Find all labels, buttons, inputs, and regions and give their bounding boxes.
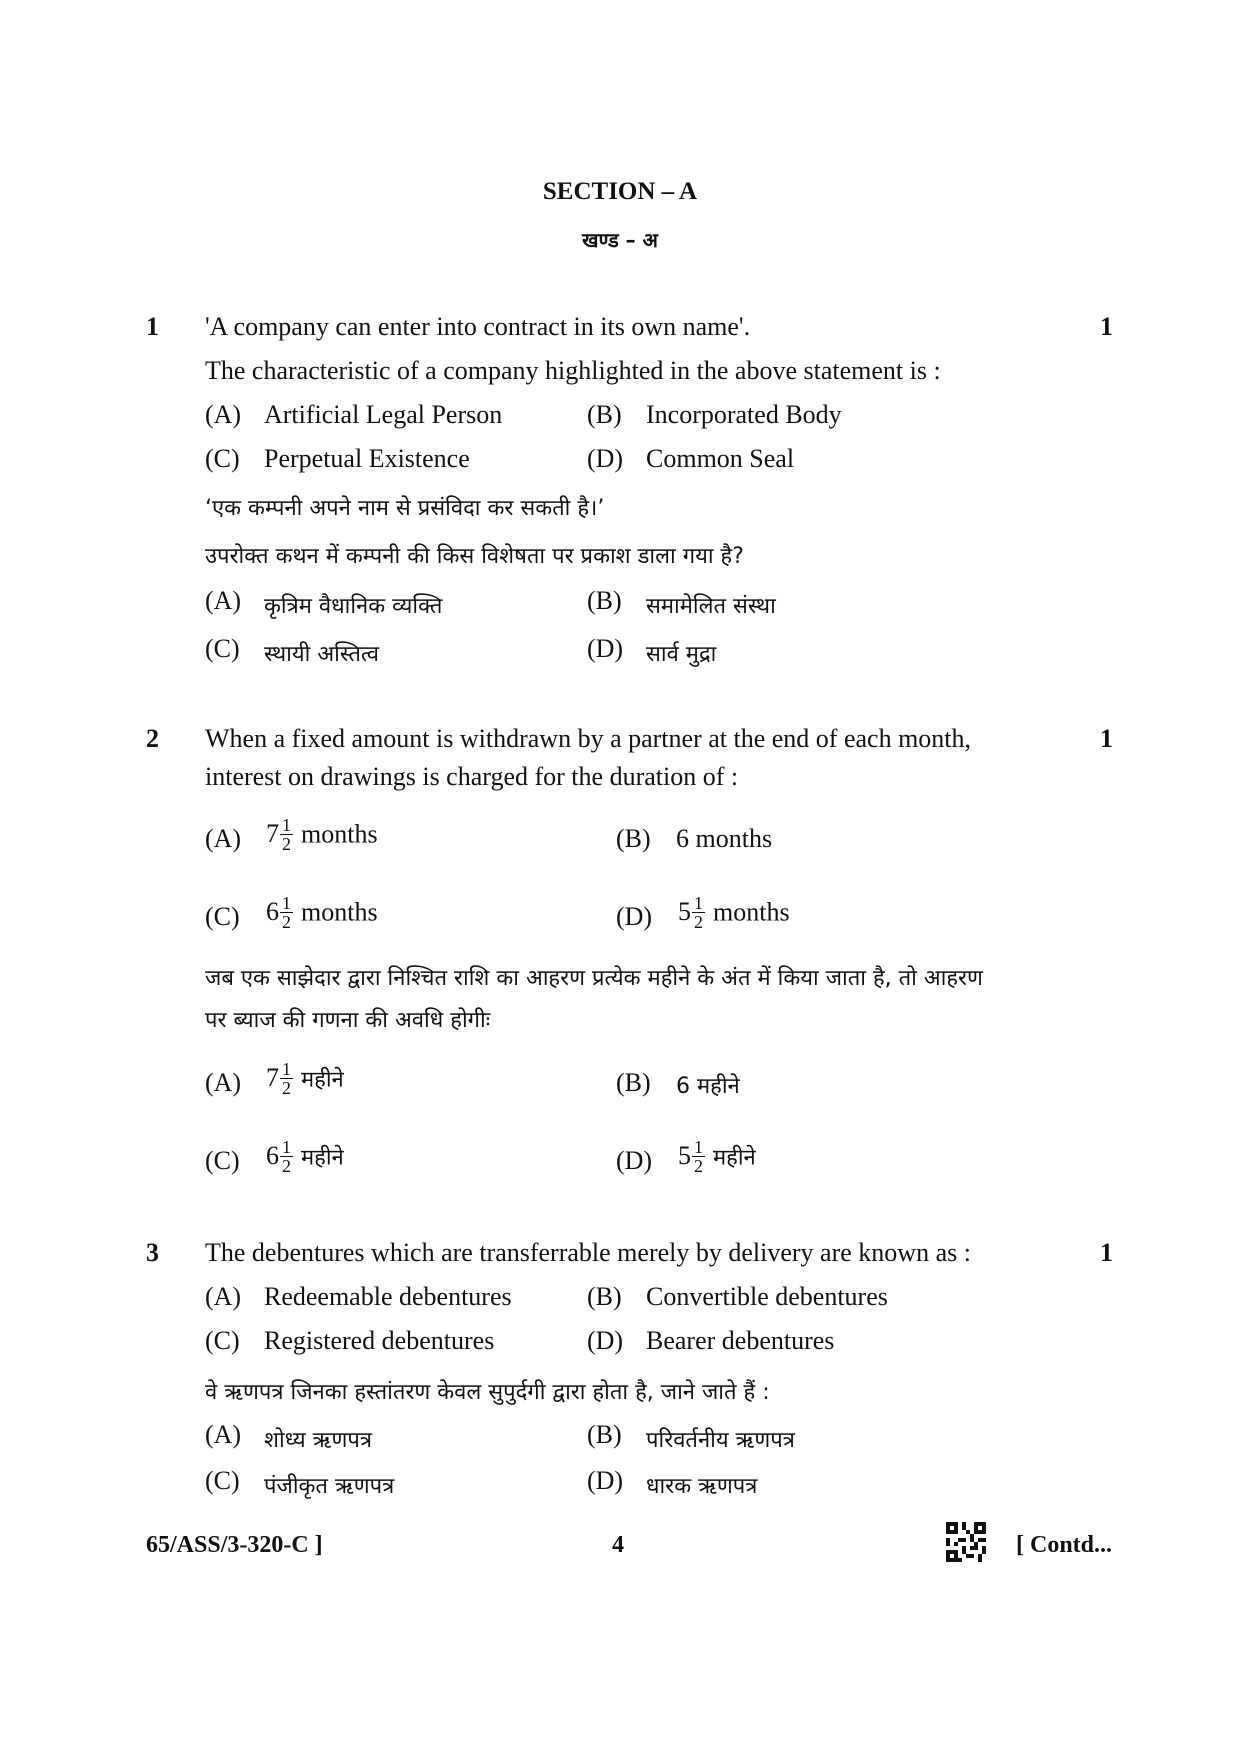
question-1-hindi-option-d: सार्व मुद्रा: [646, 642, 717, 667]
mixed-number-whole: 5: [678, 1141, 691, 1171]
unit: months: [301, 819, 378, 849]
question-1-marks: 1: [1100, 312, 1113, 341]
question-2-hindi-option-d: [678, 1137, 756, 1177]
question-3-hindi-option-d-label: (D): [587, 1466, 624, 1495]
question-1-option-b: Incorporated Body: [646, 400, 842, 429]
question-1-option-c: Perpetual Existence: [264, 444, 470, 473]
question-1-hindi-line-1: ‘एक कम्पनी अपने नाम से प्रसंविदा कर सकती है।’: [205, 496, 605, 521]
question-1-option-d-label: (D): [587, 444, 624, 473]
question-1-option-c-label: (C): [205, 444, 240, 473]
question-2-marks: 1: [1100, 724, 1113, 753]
question-2-hindi-option-a: [266, 1059, 344, 1099]
fraction-numerator: 1: [282, 1137, 291, 1157]
question-1-number: 1: [146, 312, 159, 341]
question-1-option-a-label: (A): [205, 400, 242, 429]
fraction-denominator: 2: [282, 834, 291, 854]
question-3-option-a: Redeemable debentures: [264, 1282, 512, 1311]
question-2-option-b: 6 months: [676, 824, 773, 853]
question-2-option-b-label: (B): [616, 824, 651, 853]
fraction-denominator: 2: [282, 912, 291, 932]
question-2-number: 2: [146, 724, 159, 753]
qr-code-icon: [946, 1522, 986, 1562]
question-2-hindi-line-1: जब एक साझेदार द्वारा निश्चित राशि का आहरण प्रत्येक महीने के अंत में किया जाता है, तो आहरण: [205, 966, 983, 991]
fraction: [692, 894, 705, 931]
question-2-hindi-option-a-label: (A): [205, 1068, 242, 1097]
question-3-option-c-label: (C): [205, 1326, 240, 1355]
question-1-option-a: Artificial Legal Person: [264, 400, 503, 429]
question-2-option-d-label: (D): [616, 902, 653, 931]
fraction-numerator: 1: [282, 1059, 291, 1079]
question-2-hindi-option-b: 6 महीने: [676, 1074, 740, 1099]
question-1-hindi-option-b-label: (B): [587, 586, 622, 615]
fraction-denominator: 2: [282, 1156, 291, 1176]
fraction-numerator: 1: [282, 815, 291, 835]
question-3-option-c: Registered debentures: [264, 1326, 495, 1355]
fraction-denominator: 2: [694, 912, 703, 932]
fraction-denominator: 2: [282, 1078, 291, 1098]
question-3-marks: 1: [1100, 1238, 1113, 1267]
question-1-hindi-option-a: कृत्रिम वैधानिक व्यक्ति: [264, 594, 443, 619]
question-3-option-b-label: (B): [587, 1282, 622, 1311]
question-3-option-b: Convertible debentures: [646, 1282, 888, 1311]
section-title: SECTION – A: [542, 178, 698, 205]
question-3-number: 3: [146, 1238, 159, 1267]
question-1-stem-line-1: 'A company can enter into contract in its own name'.: [205, 312, 751, 341]
question-1-option-d: Common Seal: [646, 444, 795, 473]
continued-label: [ Contd...: [1016, 1532, 1113, 1558]
question-2-option-c: [266, 893, 378, 933]
question-3-option-a-label: (A): [205, 1282, 242, 1311]
question-2-option-a-label: (A): [205, 824, 242, 853]
unit-hindi: महीने: [713, 1145, 756, 1171]
fraction-denominator: 2: [694, 1156, 703, 1176]
question-3-hindi-option-b: परिवर्तनीय ऋणपत्र: [646, 1428, 795, 1453]
question-3-option-d-label: (D): [587, 1326, 624, 1355]
question-2-option-c-label: (C): [205, 902, 240, 931]
question-1-hindi-option-c: स्थायी अस्तित्व: [264, 642, 379, 667]
mixed-number-whole: 6: [266, 1141, 279, 1171]
question-2-hindi-option-d-label: (D): [616, 1146, 653, 1175]
question-2-stem-line-1: When a fixed amount is withdrawn by a partner at the end of each month,: [205, 724, 972, 753]
question-3-hindi-option-d: धारक ऋणपत्र: [646, 1474, 758, 1499]
question-1-hindi-option-a-label: (A): [205, 586, 242, 615]
fraction-numerator: 1: [694, 893, 703, 913]
question-3-hindi-option-b-label: (B): [587, 1420, 622, 1449]
fraction-numerator: 1: [282, 893, 291, 913]
fraction: [280, 1060, 293, 1097]
question-2-hindi-option-c: [266, 1137, 344, 1177]
question-2-option-d: [678, 893, 790, 933]
section-title-hindi: खण्ड – अ: [582, 228, 658, 252]
question-3-hindi-option-a-label: (A): [205, 1420, 242, 1449]
question-3-hindi-option-a: शोध्य ऋणपत्र: [264, 1428, 372, 1453]
mixed-number-whole: 5: [678, 897, 691, 927]
fraction: [692, 1138, 705, 1175]
question-3-hindi-line-1: वे ऋणपत्र जिनका हस्तांतरण केवल सुपुर्दगी द्वारा होता है, जाने जाते हैं :: [205, 1380, 770, 1405]
question-1-hindi-option-c-label: (C): [205, 634, 240, 663]
question-3-hindi-option-c-label: (C): [205, 1466, 240, 1495]
question-1-hindi-line-2: उपरोक्त कथन में कम्पनी की किस विशेषता पर प्रकाश डाला गया है?: [205, 544, 744, 569]
question-1-hindi-option-b: समामेलित संस्था: [646, 594, 776, 619]
fraction: [280, 1138, 293, 1175]
question-2-hindi-line-2: पर ब्याज की गणना की अवधि होगीः: [205, 1008, 491, 1033]
question-1-option-b-label: (B): [587, 400, 622, 429]
question-3-option-d: Bearer debentures: [646, 1326, 835, 1355]
page-number: 4: [612, 1532, 624, 1558]
question-1-stem-line-2: The characteristic of a company highlighted in the above statement is :: [205, 356, 941, 385]
mixed-number-whole: 7: [266, 1063, 279, 1093]
unit-hindi: महीने: [301, 1067, 344, 1093]
fraction-numerator: 1: [694, 1137, 703, 1157]
mixed-number-whole: 6: [266, 897, 279, 927]
question-1-hindi-option-d-label: (D): [587, 634, 624, 663]
unit: months: [713, 897, 790, 927]
fraction: [280, 894, 293, 931]
question-2-hindi-option-b-label: (B): [616, 1068, 651, 1097]
unit-hindi: महीने: [301, 1145, 344, 1171]
paper-code: 65/ASS/3-320-C ]: [146, 1532, 323, 1558]
fraction: [280, 816, 293, 853]
question-2-option-a: [266, 815, 378, 855]
question-3-hindi-option-c: पंजीकृत ऋणपत्र: [264, 1474, 395, 1499]
question-3-stem: The debentures which are transferrable merely by delivery are known as :: [205, 1238, 971, 1267]
question-2-stem-line-2: interest on drawings is charged for the duration of :: [205, 762, 739, 791]
mixed-number-whole: 7: [266, 819, 279, 849]
question-2-hindi-option-c-label: (C): [205, 1146, 240, 1175]
unit: months: [301, 897, 378, 927]
